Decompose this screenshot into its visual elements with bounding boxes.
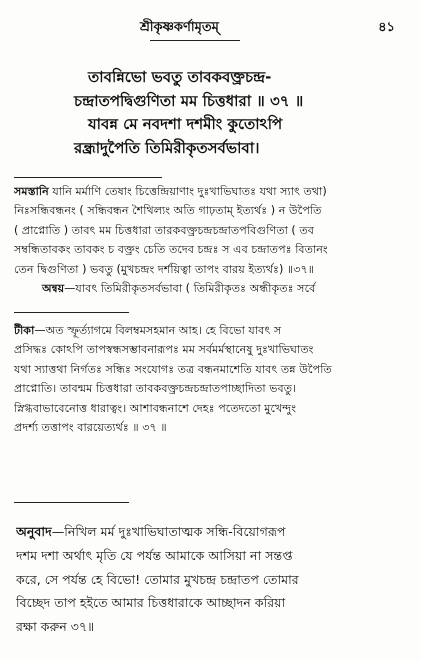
commentary-line: নিঃসন্ধিবন্ধনং ( সন্ধিবন্ধন শৈথিল্যং অতি গাঢ়তাম্‌ ইত্যর্থঃ ) ন উপৈতি [14,204,322,218]
translation-block [16,520,410,639]
anvaya-text: —যাবৎ তিমিরীকৃতসর্বভাবা ( তিমিরীকৃতঃ অন্ধীকৃতঃ সর্বে [64,282,316,296]
tika-line-text: —অত স্ফূর্ত্যাগমে বিলম্বমসহমান আহ। হে বিভো যাবৎ স [34,324,282,337]
section-divider [14,502,129,503]
running-header [0,18,421,38]
translation-line [16,520,410,544]
verse-line: চন্দ্রাতপদ্বিগুণিতা মম চিত্তধারা ॥ ৩৭ ॥ [74,91,304,110]
translation-line-text: —নিখিল মর্ম দুঃখাভিঘাতাত্মক সন্ধি-বিয়োগরূপ [51,524,286,539]
tika-line: প্রদর্শ্য তত্তাপং বারয়েত্যর্থঃ ॥ ৩৭ ॥ [14,421,167,435]
page-number: ৪১ [378,20,395,35]
translation-line: রক্ষা করুন ৩৭॥ [16,619,95,635]
section-divider [14,312,129,313]
commentary-line [14,182,408,201]
header-underline [150,40,240,41]
verse-line: রন্ধ্রাদুপৈতি তিমিরীকৃতসর্বভাবা। [74,138,260,157]
commentary-lead: সমস্তানি [14,185,49,198]
tika-line: প্রাপ্নোতি। তাবন্মম চিত্তধারা তাবকবক্ত্রচন্দ্রচন্দ্রাতপাচ্ছাদিতা ভবতু। [14,382,297,396]
commentary-line-text: যানি মর্মাণি তেষাং চিত্তেন্দ্রিয়াণাং দুঃখাভিঘাতঃ যথা স্যাৎ তথা) [48,185,327,198]
sanskrit-verse [74,66,404,160]
tika-line: যথা স্যাত্তথা নির্গতঃ সন্ধিঃ সংযোগঃ তত্র বন্ধনমাশেতি যাবৎ তন্ন উপৈতি [14,362,332,376]
tika-label: টীকা [14,324,35,337]
tika-line: স্নিগ্ধবাভাবেনোত্ত ধারাত্বং। আশাবন্ধনাশে দেহঃ পতেদতো মুখেন্দুং [14,401,297,415]
translation-line: করে, সে পর্যন্ত হে বিভো! তোমার মুখচন্দ্র চন্দ্রাতপ তোমার [16,571,299,587]
commentary-line: ( প্রাপ্নোতি ) তাবৎ মম চিত্তধারা তারকবক্ত্রচন্দ্রচন্দ্রাতপবিগুণিতা ( তব [14,223,314,237]
commentary-line: সম্বন্ধিতাবকং তাবকং চ বক্ত্রং চেতি তদেব চন্দ্রঃ স এব চন্দ্রাতপঃ বিতানং [14,243,328,257]
anvaya-label: অন্বয় [42,282,65,296]
verse-line: তাবন্নিভো ভবতু তাবকবক্ত্রচন্দ্র- [88,68,272,86]
commentary-block [14,182,408,298]
tika-block [14,321,408,437]
verse-line: যাবন্ন মে নবদশা দশমীং কুতোঽপি [88,115,283,133]
translation-line: বিচ্ছেদ তাপ হইতে আমার চিত্তধারাকে আচ্ছাদন করিয়া [16,595,286,611]
header-title: শ্রীকৃষ্ণকর্ণামৃতম্‌ [140,20,219,35]
anvaya-line [14,279,408,298]
translation-label: অনুবাদ [16,524,52,539]
translation-line: দশম দশা অর্থাৎ মৃতি যে পর্যন্ত আমাকে আসিয়া না সন্তপ্ত [16,547,293,563]
tika-line [14,321,408,340]
tika-line: প্রসিদ্ধঃ কোঽপি তাপস্বন্ধসম্ভাবনারূপঃ মম সর্বমর্মস্থানেষু দুঃখাভিঘাতং [14,343,314,357]
commentary-line: তেন দ্বিগুণিতা ) ভবতু (মুখচন্দ্রং দর্শয়িত্বা তাপং বারয় ইত্যর্থঃ) ॥৩৭॥ [14,262,315,276]
section-divider [14,177,162,178]
